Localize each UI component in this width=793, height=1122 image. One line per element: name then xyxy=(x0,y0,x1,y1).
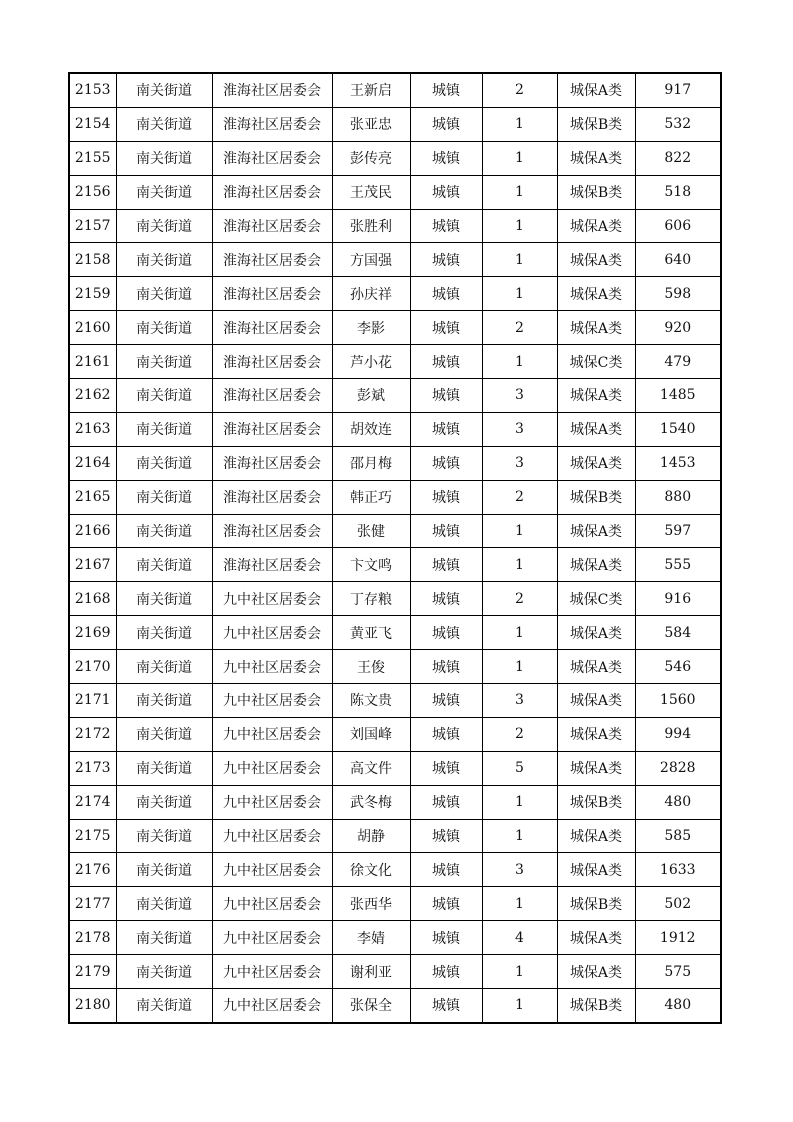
household-type-cell: 城镇 xyxy=(410,379,482,413)
amount-cell: 546 xyxy=(635,650,721,684)
serial-number-cell: 2156 xyxy=(69,175,116,209)
street-cell: 南关街道 xyxy=(116,141,212,175)
street-cell: 南关街道 xyxy=(116,107,212,141)
amount-cell: 502 xyxy=(635,887,721,921)
household-type-cell: 城镇 xyxy=(410,819,482,853)
community-cell: 淮海社区居委会 xyxy=(212,73,332,107)
amount-cell: 479 xyxy=(635,345,721,379)
household-type-cell: 城镇 xyxy=(410,345,482,379)
street-cell: 南关街道 xyxy=(116,989,212,1023)
name-cell: 李婧 xyxy=(332,921,410,955)
table-row xyxy=(69,582,721,616)
community-cell: 淮海社区居委会 xyxy=(212,175,332,209)
street-cell: 南关街道 xyxy=(116,853,212,887)
amount-cell: 480 xyxy=(635,785,721,819)
amount-cell: 555 xyxy=(635,548,721,582)
category-cell: 城保A类 xyxy=(557,751,635,785)
member-count-cell: 2 xyxy=(482,717,557,751)
serial-number-cell: 2173 xyxy=(69,751,116,785)
member-count-cell: 3 xyxy=(482,412,557,446)
name-cell: 武冬梅 xyxy=(332,785,410,819)
member-count-cell: 5 xyxy=(482,751,557,785)
community-cell: 九中社区居委会 xyxy=(212,921,332,955)
name-cell: 王茂民 xyxy=(332,175,410,209)
community-cell: 淮海社区居委会 xyxy=(212,446,332,480)
serial-number-cell: 2177 xyxy=(69,887,116,921)
category-cell: 城保C类 xyxy=(557,345,635,379)
serial-number-cell: 2162 xyxy=(69,379,116,413)
household-type-cell: 城镇 xyxy=(410,277,482,311)
serial-number-cell: 2168 xyxy=(69,582,116,616)
community-cell: 淮海社区居委会 xyxy=(212,277,332,311)
household-type-cell: 城镇 xyxy=(410,887,482,921)
street-cell: 南关街道 xyxy=(116,412,212,446)
community-cell: 淮海社区居委会 xyxy=(212,480,332,514)
category-cell: 城保A类 xyxy=(557,650,635,684)
table-row xyxy=(69,107,721,141)
table-row xyxy=(69,141,721,175)
serial-number-cell: 2155 xyxy=(69,141,116,175)
household-type-cell: 城镇 xyxy=(410,650,482,684)
amount-cell: 597 xyxy=(635,514,721,548)
amount-cell: 640 xyxy=(635,243,721,277)
household-type-cell: 城镇 xyxy=(410,853,482,887)
community-cell: 九中社区居委会 xyxy=(212,582,332,616)
street-cell: 南关街道 xyxy=(116,785,212,819)
table-row xyxy=(69,175,721,209)
household-type-cell: 城镇 xyxy=(410,548,482,582)
serial-number-cell: 2163 xyxy=(69,412,116,446)
member-count-cell: 1 xyxy=(482,107,557,141)
member-count-cell: 1 xyxy=(482,209,557,243)
household-type-cell: 城镇 xyxy=(410,989,482,1023)
member-count-cell: 1 xyxy=(482,277,557,311)
table-row xyxy=(69,717,721,751)
table-row xyxy=(69,921,721,955)
household-type-cell: 城镇 xyxy=(410,514,482,548)
name-cell: 卞文鸣 xyxy=(332,548,410,582)
category-cell: 城保A类 xyxy=(557,514,635,548)
member-count-cell: 1 xyxy=(482,955,557,989)
amount-cell: 480 xyxy=(635,989,721,1023)
name-cell: 胡效连 xyxy=(332,412,410,446)
street-cell: 南关街道 xyxy=(116,73,212,107)
street-cell: 南关街道 xyxy=(116,819,212,853)
household-type-cell: 城镇 xyxy=(410,717,482,751)
street-cell: 南关街道 xyxy=(116,582,212,616)
category-cell: 城保A类 xyxy=(557,209,635,243)
serial-number-cell: 2178 xyxy=(69,921,116,955)
category-cell: 城保B类 xyxy=(557,175,635,209)
community-cell: 九中社区居委会 xyxy=(212,785,332,819)
table-body xyxy=(69,73,721,1023)
amount-cell: 1633 xyxy=(635,853,721,887)
household-type-cell: 城镇 xyxy=(410,141,482,175)
name-cell: 王新启 xyxy=(332,73,410,107)
table-row xyxy=(69,209,721,243)
category-cell: 城保A类 xyxy=(557,819,635,853)
amount-cell: 1485 xyxy=(635,379,721,413)
amount-cell: 917 xyxy=(635,73,721,107)
table-row xyxy=(69,616,721,650)
member-count-cell: 2 xyxy=(482,480,557,514)
street-cell: 南关街道 xyxy=(116,548,212,582)
table-row xyxy=(69,345,721,379)
member-count-cell: 1 xyxy=(482,175,557,209)
community-cell: 淮海社区居委会 xyxy=(212,379,332,413)
name-cell: 孙庆祥 xyxy=(332,277,410,311)
member-count-cell: 2 xyxy=(482,582,557,616)
amount-cell: 920 xyxy=(635,311,721,345)
street-cell: 南关街道 xyxy=(116,311,212,345)
table-row xyxy=(69,311,721,345)
member-count-cell: 3 xyxy=(482,684,557,718)
community-cell: 九中社区居委会 xyxy=(212,955,332,989)
amount-cell: 532 xyxy=(635,107,721,141)
street-cell: 南关街道 xyxy=(116,175,212,209)
category-cell: 城保B类 xyxy=(557,480,635,514)
category-cell: 城保A类 xyxy=(557,955,635,989)
member-count-cell: 4 xyxy=(482,921,557,955)
name-cell: 徐文化 xyxy=(332,853,410,887)
household-type-cell: 城镇 xyxy=(410,480,482,514)
street-cell: 南关街道 xyxy=(116,616,212,650)
amount-cell: 518 xyxy=(635,175,721,209)
table-row xyxy=(69,243,721,277)
amount-cell: 880 xyxy=(635,480,721,514)
household-type-cell: 城镇 xyxy=(410,684,482,718)
amount-cell: 1912 xyxy=(635,921,721,955)
table-row xyxy=(69,412,721,446)
table-row xyxy=(69,277,721,311)
serial-number-cell: 2165 xyxy=(69,480,116,514)
table-row xyxy=(69,379,721,413)
amount-cell: 1540 xyxy=(635,412,721,446)
household-type-cell: 城镇 xyxy=(410,243,482,277)
member-count-cell: 1 xyxy=(482,243,557,277)
table-row xyxy=(69,853,721,887)
name-cell: 邵月梅 xyxy=(332,446,410,480)
table-row xyxy=(69,819,721,853)
serial-number-cell: 2176 xyxy=(69,853,116,887)
table-row xyxy=(69,684,721,718)
name-cell: 李影 xyxy=(332,311,410,345)
member-count-cell: 2 xyxy=(482,311,557,345)
street-cell: 南关街道 xyxy=(116,345,212,379)
community-cell: 淮海社区居委会 xyxy=(212,345,332,379)
household-type-cell: 城镇 xyxy=(410,582,482,616)
category-cell: 城保A类 xyxy=(557,412,635,446)
category-cell: 城保A类 xyxy=(557,853,635,887)
name-cell: 高文件 xyxy=(332,751,410,785)
category-cell: 城保A类 xyxy=(557,379,635,413)
member-count-cell: 2 xyxy=(482,73,557,107)
serial-number-cell: 2169 xyxy=(69,616,116,650)
serial-number-cell: 2157 xyxy=(69,209,116,243)
table-row xyxy=(69,548,721,582)
name-cell: 芦小花 xyxy=(332,345,410,379)
table-row xyxy=(69,650,721,684)
name-cell: 彭斌 xyxy=(332,379,410,413)
household-type-cell: 城镇 xyxy=(410,175,482,209)
community-cell: 九中社区居委会 xyxy=(212,616,332,650)
community-cell: 九中社区居委会 xyxy=(212,989,332,1023)
amount-cell: 916 xyxy=(635,582,721,616)
name-cell: 方国强 xyxy=(332,243,410,277)
category-cell: 城保C类 xyxy=(557,582,635,616)
name-cell: 韩正巧 xyxy=(332,480,410,514)
member-count-cell: 1 xyxy=(482,819,557,853)
category-cell: 城保A类 xyxy=(557,277,635,311)
community-cell: 淮海社区居委会 xyxy=(212,209,332,243)
serial-number-cell: 2159 xyxy=(69,277,116,311)
serial-number-cell: 2166 xyxy=(69,514,116,548)
community-cell: 淮海社区居委会 xyxy=(212,548,332,582)
household-type-cell: 城镇 xyxy=(410,751,482,785)
street-cell: 南关街道 xyxy=(116,684,212,718)
name-cell: 王俊 xyxy=(332,650,410,684)
table-row xyxy=(69,73,721,107)
member-count-cell: 1 xyxy=(482,989,557,1023)
name-cell: 张胜利 xyxy=(332,209,410,243)
household-type-cell: 城镇 xyxy=(410,955,482,989)
street-cell: 南关街道 xyxy=(116,751,212,785)
amount-cell: 598 xyxy=(635,277,721,311)
member-count-cell: 1 xyxy=(482,616,557,650)
relief-roster-table xyxy=(68,72,722,1024)
serial-number-cell: 2175 xyxy=(69,819,116,853)
name-cell: 刘国峰 xyxy=(332,717,410,751)
category-cell: 城保A类 xyxy=(557,311,635,345)
community-cell: 九中社区居委会 xyxy=(212,751,332,785)
name-cell: 丁存粮 xyxy=(332,582,410,616)
table-row xyxy=(69,446,721,480)
household-type-cell: 城镇 xyxy=(410,412,482,446)
name-cell: 黄亚飞 xyxy=(332,616,410,650)
street-cell: 南关街道 xyxy=(116,243,212,277)
community-cell: 九中社区居委会 xyxy=(212,853,332,887)
street-cell: 南关街道 xyxy=(116,277,212,311)
household-type-cell: 城镇 xyxy=(410,921,482,955)
household-type-cell: 城镇 xyxy=(410,785,482,819)
serial-number-cell: 2158 xyxy=(69,243,116,277)
category-cell: 城保A类 xyxy=(557,446,635,480)
serial-number-cell: 2161 xyxy=(69,345,116,379)
member-count-cell: 1 xyxy=(482,514,557,548)
serial-number-cell: 2170 xyxy=(69,650,116,684)
category-cell: 城保A类 xyxy=(557,243,635,277)
amount-cell: 584 xyxy=(635,616,721,650)
category-cell: 城保A类 xyxy=(557,548,635,582)
community-cell: 九中社区居委会 xyxy=(212,819,332,853)
member-count-cell: 1 xyxy=(482,548,557,582)
category-cell: 城保B类 xyxy=(557,989,635,1023)
community-cell: 淮海社区居委会 xyxy=(212,412,332,446)
serial-number-cell: 2179 xyxy=(69,955,116,989)
street-cell: 南关街道 xyxy=(116,717,212,751)
street-cell: 南关街道 xyxy=(116,921,212,955)
community-cell: 淮海社区居委会 xyxy=(212,514,332,548)
serial-number-cell: 2167 xyxy=(69,548,116,582)
household-type-cell: 城镇 xyxy=(410,73,482,107)
name-cell: 胡静 xyxy=(332,819,410,853)
member-count-cell: 1 xyxy=(482,345,557,379)
category-cell: 城保B类 xyxy=(557,887,635,921)
community-cell: 九中社区居委会 xyxy=(212,887,332,921)
street-cell: 南关街道 xyxy=(116,650,212,684)
serial-number-cell: 2154 xyxy=(69,107,116,141)
street-cell: 南关街道 xyxy=(116,887,212,921)
member-count-cell: 1 xyxy=(482,141,557,175)
category-cell: 城保A类 xyxy=(557,141,635,175)
household-type-cell: 城镇 xyxy=(410,616,482,650)
street-cell: 南关街道 xyxy=(116,446,212,480)
member-count-cell: 3 xyxy=(482,446,557,480)
table-row xyxy=(69,955,721,989)
amount-cell: 606 xyxy=(635,209,721,243)
name-cell: 陈文贵 xyxy=(332,684,410,718)
table-row xyxy=(69,989,721,1023)
street-cell: 南关街道 xyxy=(116,480,212,514)
amount-cell: 585 xyxy=(635,819,721,853)
member-count-cell: 1 xyxy=(482,650,557,684)
category-cell: 城保A类 xyxy=(557,616,635,650)
table-row xyxy=(69,480,721,514)
street-cell: 南关街道 xyxy=(116,379,212,413)
street-cell: 南关街道 xyxy=(116,955,212,989)
amount-cell: 2828 xyxy=(635,751,721,785)
community-cell: 九中社区居委会 xyxy=(212,717,332,751)
community-cell: 九中社区居委会 xyxy=(212,684,332,718)
household-type-cell: 城镇 xyxy=(410,311,482,345)
amount-cell: 1453 xyxy=(635,446,721,480)
category-cell: 城保A类 xyxy=(557,717,635,751)
community-cell: 九中社区居委会 xyxy=(212,650,332,684)
category-cell: 城保A类 xyxy=(557,684,635,718)
household-type-cell: 城镇 xyxy=(410,446,482,480)
member-count-cell: 1 xyxy=(482,887,557,921)
serial-number-cell: 2174 xyxy=(69,785,116,819)
household-type-cell: 城镇 xyxy=(410,209,482,243)
amount-cell: 994 xyxy=(635,717,721,751)
community-cell: 淮海社区居委会 xyxy=(212,243,332,277)
community-cell: 淮海社区居委会 xyxy=(212,141,332,175)
amount-cell: 1560 xyxy=(635,684,721,718)
category-cell: 城保B类 xyxy=(557,107,635,141)
member-count-cell: 3 xyxy=(482,379,557,413)
category-cell: 城保A类 xyxy=(557,921,635,955)
name-cell: 张保全 xyxy=(332,989,410,1023)
serial-number-cell: 2172 xyxy=(69,717,116,751)
name-cell: 彭传亮 xyxy=(332,141,410,175)
serial-number-cell: 2153 xyxy=(69,73,116,107)
name-cell: 谢利亚 xyxy=(332,955,410,989)
amount-cell: 575 xyxy=(635,955,721,989)
household-type-cell: 城镇 xyxy=(410,107,482,141)
table-row xyxy=(69,751,721,785)
serial-number-cell: 2171 xyxy=(69,684,116,718)
name-cell: 张亚忠 xyxy=(332,107,410,141)
category-cell: 城保A类 xyxy=(557,73,635,107)
category-cell: 城保B类 xyxy=(557,785,635,819)
table-row xyxy=(69,514,721,548)
serial-number-cell: 2160 xyxy=(69,311,116,345)
street-cell: 南关街道 xyxy=(116,209,212,243)
name-cell: 张西华 xyxy=(332,887,410,921)
table-row xyxy=(69,785,721,819)
serial-number-cell: 2164 xyxy=(69,446,116,480)
amount-cell: 822 xyxy=(635,141,721,175)
street-cell: 南关街道 xyxy=(116,514,212,548)
name-cell: 张健 xyxy=(332,514,410,548)
table-row xyxy=(69,887,721,921)
community-cell: 淮海社区居委会 xyxy=(212,107,332,141)
serial-number-cell: 2180 xyxy=(69,989,116,1023)
community-cell: 淮海社区居委会 xyxy=(212,311,332,345)
member-count-cell: 1 xyxy=(482,785,557,819)
member-count-cell: 3 xyxy=(482,853,557,887)
